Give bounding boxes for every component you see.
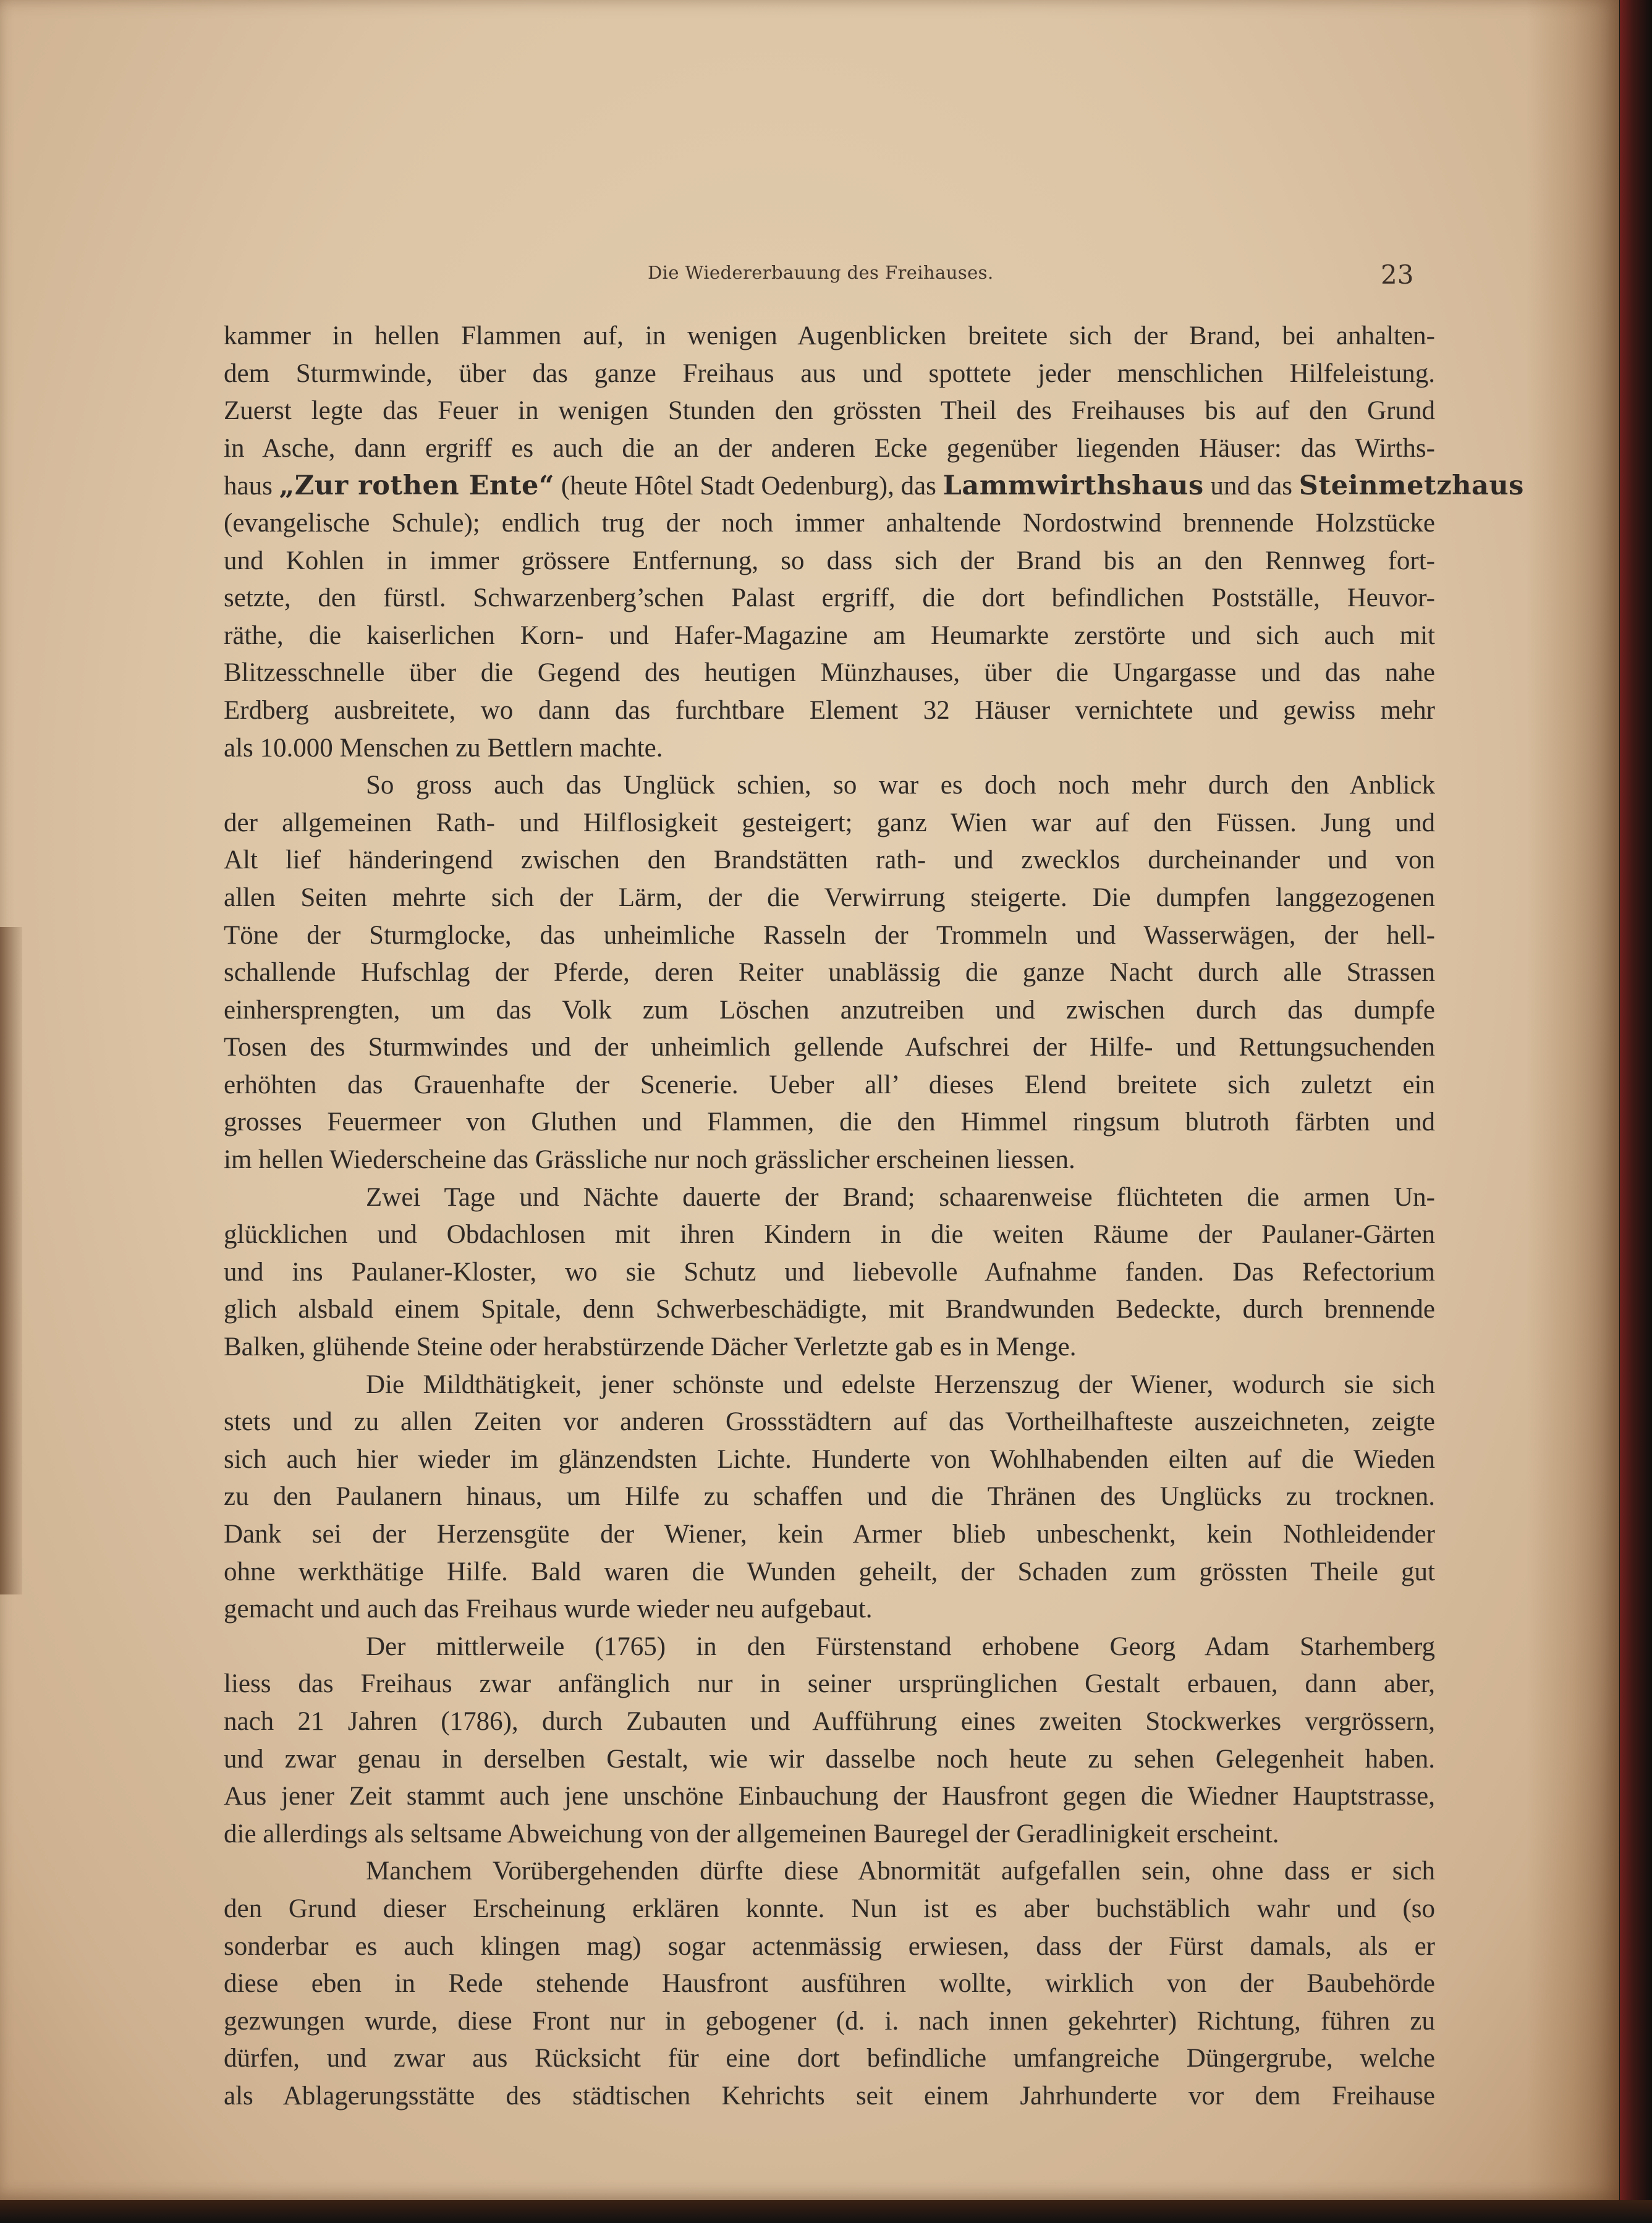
body-line-14: der allgemeinen Rath- und Hilflosigkeit gesteigert; ganz Wien war auf den Füssen. Jung und	[224, 808, 1435, 837]
body-line-5	[224, 467, 1524, 505]
body-line-9: räthe, die kaiserlichen Korn- und Hafer-Magazine am Heumarkte zerstörte und sich auch mit	[224, 620, 1435, 650]
body-line-18: schallende Hufschlag der Pferde, deren Reiter unablässig die ganze Nacht durch alle Strassen	[224, 958, 1435, 988]
book-edge	[1620, 0, 1652, 2223]
body-line-37: liess das Freihaus zwar anfänglich nur in seiner ursprünglichen Gestalt erbauen, dann aber,	[224, 1669, 1435, 1699]
body-line-1: kammer in hellen Flammen auf, in wenigen Augenblicken breitete sich der Brand, bei anhalten-	[224, 321, 1435, 350]
body-line-10: Blitzesschnelle über die Gegend des heutigen Münzhauses, über die Ungargasse und das nahe	[224, 658, 1435, 688]
body-line-4: in Asche, dann ergriff es auch die an der anderen Ecke gegenüber liegenden Häuser: das Wirths-	[224, 433, 1435, 463]
page-number: 23	[1381, 260, 1414, 290]
body-line-28: Balken, glühende Steine oder herabstürzende Dächer Verletzte gab es in Menge.	[224, 1332, 1077, 1362]
body-line-7: und Kohlen in immer grössere Entfernung, so dass sich der Brand bis an den Rennweg fort-	[224, 546, 1435, 575]
body-line-22: grosses Feuermeer von Gluthen und Flammen, die den Himmel ringsum blutroth färbten und	[224, 1107, 1435, 1137]
body-line-3: Zuerst legte das Feuer in wenigen Stunden den grössten Theil des Freihauses bis auf den Grund	[224, 396, 1435, 426]
body-line-23: im hellen Wiederscheine das Grässliche nur noch grässlicher erscheinen liessen.	[224, 1145, 1075, 1175]
body-line-30: stets und zu allen Zeiten vor anderen Grossstädtern auf das Vortheilhafteste auszeichneten, zeigte	[224, 1407, 1435, 1437]
scan-bottom-edge	[0, 2200, 1652, 2223]
body-line-34: ohne werkthätige Hilfe. Bald waren die Wunden geheilt, der Schaden zum grössten Theile gut	[224, 1557, 1435, 1586]
body-line-40: Aus jener Zeit stammt auch jene unschöne Einbauchung der Hausfront gegen die Wiedner Hauptstrasse,	[224, 1782, 1435, 1811]
building-name-steinmetzhaus: Steinmetzhaus	[1298, 470, 1524, 502]
body-line-38: nach 21 Jahren (1786), durch Zubauten und Aufführung eines zweiten Stockwerkes vergrössern,	[224, 1706, 1435, 1736]
body-line-2: dem Sturmwinde, über das ganze Freihaus aus und spottete jeder menschlichen Hilfeleistung.	[224, 358, 1435, 388]
body-line-20: Tosen des Sturmwindes und der unheimlich gellende Aufschrei der Hilfe- und Rettungsuchenden	[224, 1033, 1435, 1062]
body-line-44: sonderbar es auch klingen mag) sogar actenmässig erwiesen, dass der Fürst damals, als er	[224, 1931, 1435, 1961]
body-line-39: und zwar genau in derselben Gestalt, wie wir dasselbe noch heute zu sehen Gelegenheit haben.	[224, 1744, 1435, 1774]
body-line-35: gemacht und auch das Freihaus wurde wieder neu aufgebaut.	[224, 1594, 873, 1624]
body-line-15: Alt lief händeringend zwischen den Brandstätten rath- und zwecklos durcheinander und von	[224, 845, 1435, 875]
body-line-31: sich auch hier wieder im glänzendsten Lichte. Hunderte von Wohlhabenden eilten auf die Wieden	[224, 1444, 1435, 1474]
running-title: Die Wiedererbauung des Freihauses.	[648, 262, 994, 283]
body-line-29: Die Mildthätigkeit, jener schönste und edelste Herzenszug der Wiener, wodurch sie sich	[366, 1370, 1435, 1399]
body-line-45: diese eben in Rede stehende Hausfront ausführen wollte, wirklich von der Baubehörde	[224, 1969, 1435, 1999]
body-line-43: den Grund dieser Erscheinung erklären konnte. Nun ist es aber buchstäblich wahr und (so	[224, 1894, 1435, 1923]
body-line-13: So gross auch das Unglück schien, so war es doch noch mehr durch den Anblick	[366, 771, 1435, 800]
body-line-33: Dank sei der Herzensgüte der Wiener, kein Armer blieb unbeschenkt, kein Nothleidender	[224, 1520, 1435, 1549]
body-line-21: erhöhten das Grauenhafte der Scenerie. Ueber all’ dieses Elend breitete sich zuletzt ein	[224, 1070, 1435, 1099]
body-line-48: als Ablagerungsstätte des städtischen Kehrichts seit einem Jahrhunderte vor dem Freihause	[224, 2081, 1435, 2111]
body-line-41: die allerdings als seltsame Abweichung von der allgemeinen Bauregel der Geradlinigkeit erscheint.	[224, 1819, 1279, 1848]
body-line-12: als 10.000 Menschen zu Bettlern machte.	[224, 733, 663, 763]
body-line-25: glücklichen und Obdachlosen mit ihren Kindern in die weiten Räume der Paulaner-Gärten	[224, 1220, 1435, 1250]
body-line-5-text-b: (heute Hôtel Stadt Oedenburg), das	[554, 472, 943, 501]
body-line-16: allen Seiten mehrte sich der Lärm, der die Verwirrung steigerte. Die dumpfen langgezogenen	[224, 883, 1435, 912]
page-edge-stain	[1527, 0, 1619, 2200]
body-line-36: Der mittlerweile (1765) in den Fürstenstand erhobene Georg Adam Starhemberg	[366, 1632, 1435, 1661]
body-line-8: setzte, den fürstl. Schwarzenberg’schen Palast ergriff, die dort befindlichen Postställe, Heuvor-	[224, 583, 1435, 613]
body-line-47: dürfen, und zwar aus Rücksicht für eine dort befindliche umfangreiche Düngergrube, welche	[224, 2044, 1435, 2073]
binding-stain	[0, 927, 22, 1594]
body-line-32: zu den Paulanern hinaus, um Hilfe zu schaffen und die Thränen des Unglücks zu trocknen.	[224, 1482, 1435, 1512]
body-line-26: und ins Paulaner-Kloster, wo sie Schutz und liebevolle Aufnahme fanden. Das Refectorium	[224, 1257, 1435, 1287]
body-line-6: (evangelische Schule); endlich trug der noch immer anhaltende Nordostwind brennende Holzstücke	[224, 508, 1435, 538]
body-line-19: einhersprengten, um das Volk zum Löschen anzutreiben und zwischen durch das dumpfe	[224, 995, 1435, 1025]
body-line-5-text-a: haus	[224, 472, 279, 501]
body-line-17: Töne der Sturmglocke, das unheimliche Rasseln der Trommeln und Wasserwägen, der hell-	[224, 920, 1435, 950]
body-line-46: gezwungen wurde, diese Front nur in gebogener (d. i. nach innen gekehrter) Richtung, führen zu	[224, 2006, 1435, 2036]
body-line-42: Manchem Vorübergehenden dürfte diese Abnormität aufgefallen sein, ohne dass er sich	[366, 1857, 1435, 1886]
article-body	[224, 318, 1524, 2115]
inn-name-zur-rothen-ente: „Zur rothen Ente“	[279, 470, 555, 502]
body-line-27: glich alsbald einem Spitale, denn Schwerbeschädigte, mit Brandwunden Bedeckte, durch brennende	[224, 1295, 1435, 1324]
body-line-24: Zwei Tage und Nächte dauerte der Brand; schaarenweise flüchteten die armen Un-	[366, 1182, 1435, 1212]
building-name-lammwirthshaus: Lammwirthshaus	[942, 470, 1204, 502]
body-line-11: Erdberg ausbreitete, wo dann das furchtbare Element 32 Häuser vernichtete und gewiss mehr	[224, 695, 1435, 725]
body-line-5-text-c: und das	[1203, 472, 1299, 501]
